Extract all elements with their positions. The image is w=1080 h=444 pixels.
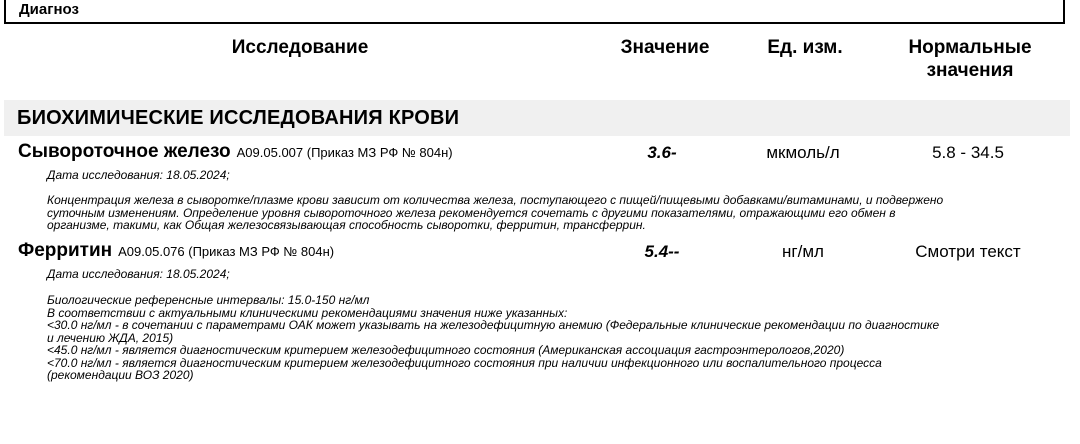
note-line: <30.0 нг/мл - в сочетании с параметрами ОАК может указывать на железодефицитную анемию (Федеральные клинические рекомендации по диагностике: [47, 318, 940, 332]
result-name: Сывороточное железо: [18, 141, 231, 162]
result-unit: нг/мл: [782, 242, 824, 261]
column-header-norm-line1: Нормальные: [908, 37, 1032, 58]
note-line: организме, такими, как Общая железосвязывающая способность сыворотки, ферритин, трансферрин.: [47, 218, 646, 232]
result-name-ferritin: [18, 240, 334, 262]
column-header-unit: Ед. изм.: [767, 37, 843, 58]
result-norm: Смотри текст: [915, 242, 1021, 261]
note-line: суточным изменениям. Определение уровня сывороточного железа рекомендуется сочетать с другими показателями, отражающими его обмен в: [47, 205, 896, 220]
note-line: <70.0 нг/мл - является диагностическим критерием железодефицитного состояния при наличии инфекционного или воспалительного процесса: [47, 355, 882, 370]
column-header-study: Исследование: [231, 37, 369, 58]
note-line: <45.0 нг/мл - является диагностическим критерием железодефицитного состояния (Американская ассоциация гастроэнтерологов,2020): [47, 343, 845, 357]
note-line: Биологические референсные интервалы: 15.0-150 нг/мл: [47, 293, 370, 307]
column-header-value: Значение: [620, 37, 710, 58]
diagnosis-label: Диагноз: [19, 1, 79, 18]
diagnosis-box: [4, 0, 1065, 24]
column-header-norm-line2: значения: [926, 60, 1014, 81]
section-header: [4, 100, 1070, 136]
result-unit: мкмоль/л: [766, 143, 840, 162]
result-value: 5.4--: [644, 242, 680, 261]
note-line: (рекомендации ВОЗ 2020): [47, 368, 194, 382]
result-date: Дата исследования: 18.05.2024;: [47, 168, 230, 182]
result-code: A09.05.076 (Приказ МЗ РФ № 804н): [118, 244, 335, 259]
column-header-norm: [880, 36, 1060, 82]
result-date: Дата исследования: 18.05.2024;: [47, 267, 230, 281]
result-code: A09.05.007 (Приказ МЗ РФ № 804н): [236, 145, 453, 160]
result-note-serum-iron: [47, 194, 1067, 232]
note-line: В соответствии с актуальными клиническими рекомендациями значения ниже указанных:: [47, 305, 568, 320]
result-value: 3.6-: [647, 143, 677, 162]
note-line: Концентрация железа в сыворотке/плазме крови зависит от количества железа, поступающего с пищей/пищевыми добавками/витаминами, и подвержено: [47, 193, 944, 207]
result-note-ferritin: [47, 294, 1067, 382]
result-name-serum-iron: [18, 141, 453, 163]
section-title: БИОХИМИЧЕСКИЕ ИССЛЕДОВАНИЯ КРОВИ: [17, 107, 460, 129]
result-name: Ферритин: [18, 240, 113, 261]
note-line: и лечению ЖДА, 2015): [47, 330, 174, 345]
result-norm: 5.8 - 34.5: [932, 143, 1004, 162]
